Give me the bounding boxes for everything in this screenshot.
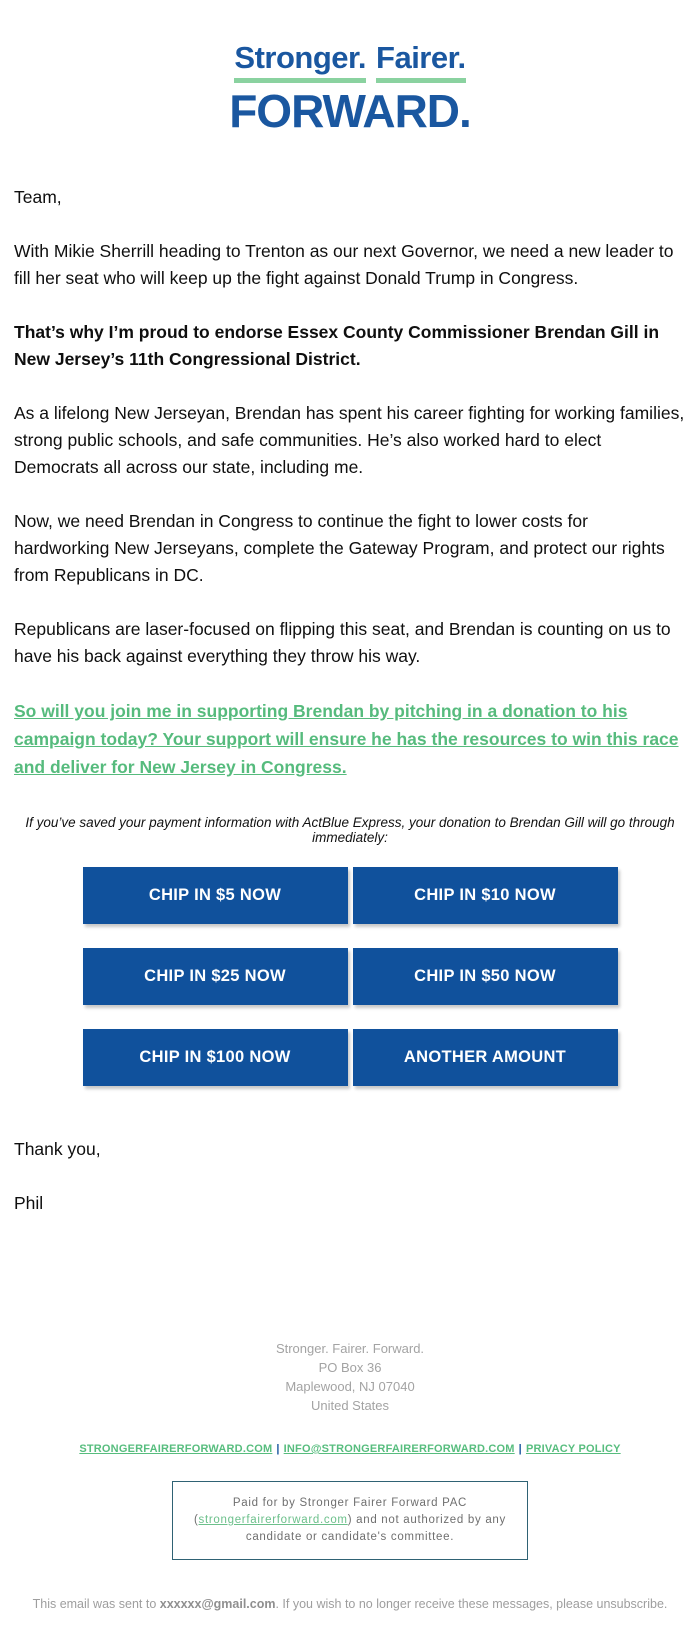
sent-text-pre: This email was sent to: [32, 1597, 160, 1611]
campaign-logo: [14, 40, 686, 138]
paid-for-disclaimer-box: [172, 1481, 528, 1560]
disclaimer-text-post: ) and not authorized by any candidate or candidate's committee.: [245, 1514, 506, 1543]
footer-city-state: Maplewood, NJ 07040: [285, 1379, 415, 1394]
footer-website-link[interactable]: STRONGERFAIRERFORWARD.COM: [79, 1443, 273, 1455]
paragraph-congress: Now, we need Brendan in Congress to continue the fight to lower costs for hardworking New Jerseyans, complete the Gateway Program, and protect our rights from Republicans in DC.: [14, 511, 665, 585]
email-footer: [14, 1339, 686, 1611]
chip-in-5-button[interactable]: CHIP IN $5 NOW: [83, 867, 348, 924]
chip-in-50-button[interactable]: CHIP IN $50 NOW: [353, 948, 618, 1005]
logo-word-fairer: Fairer.: [376, 40, 466, 83]
chip-in-100-button[interactable]: CHIP IN $100 NOW: [83, 1029, 348, 1086]
footer-email-link[interactable]: INFO@STRONGERFAIRERFORWARD.COM: [283, 1443, 515, 1455]
footer-separator: |: [518, 1443, 522, 1455]
signature: Phil: [14, 1193, 44, 1213]
footer-org-name: Stronger. Fairer. Forward.: [275, 1341, 425, 1356]
disclaimer-website-link[interactable]: strongerfairerforward.com: [198, 1514, 348, 1526]
paragraph-endorsement: That’s why I’m proud to endorse Essex County Commissioner Brendan Gill in New Jersey’s 11th Congressional District.: [14, 322, 660, 369]
footer-separator: |: [276, 1443, 280, 1455]
footer-po-box: PO Box 36: [318, 1360, 382, 1375]
paragraph-republicans: Republicans are laser-focused on flipping this seat, and Brendan is counting on us to have his back against everything they throw his way.: [14, 619, 671, 666]
footer-links: [14, 1443, 686, 1455]
footer-country: United States: [310, 1398, 390, 1413]
footer-address: [14, 1339, 686, 1415]
greeting: Team,: [14, 187, 62, 207]
logo-word-stronger: Stronger.: [234, 40, 366, 83]
signoff: Thank you,: [14, 1139, 101, 1159]
donation-cta-link[interactable]: So will you join me in supporting Brendan by pitching in a donation to his campaign today? Your support will ensure he has the resources to win this race and deliver for New Jersey in Congress.: [14, 701, 679, 777]
disclaimer-text-pre: Paid for by Stronger Fairer Forward PAC (: [194, 1497, 468, 1526]
paragraph-background: As a lifelong New Jerseyan, Brendan has spent his career fighting for working families, strong public schools, and safe communities. He’s also worked hard to elect Democrats all across our state, including me.: [14, 403, 685, 477]
donate-button-grid: [83, 867, 618, 1086]
logo-tagline: [14, 40, 686, 83]
sent-text-post: . If you wish to no longer receive these messages, please unsubscribe.: [275, 1597, 668, 1611]
logo-forward: FORWARD.: [229, 85, 471, 137]
actblue-express-note: If you’ve saved your payment information with ActBlue Express, your donation to Brendan Gill will go through immediately:: [25, 815, 675, 845]
chip-in-25-button[interactable]: CHIP IN $25 NOW: [83, 948, 348, 1005]
recipient-email: xxxxxx@gmail.com: [159, 1597, 276, 1611]
chip-in-10-button[interactable]: CHIP IN $10 NOW: [353, 867, 618, 924]
another-amount-button[interactable]: ANOTHER AMOUNT: [353, 1029, 618, 1086]
paragraph-sherrill: With Mikie Sherrill heading to Trenton as our next Governor, we need a new leader to fill her seat who will keep up the fight against Donald Trump in Congress.: [14, 241, 674, 288]
footer-privacy-link[interactable]: PRIVACY POLICY: [525, 1443, 621, 1455]
sent-to-line: [14, 1597, 686, 1611]
